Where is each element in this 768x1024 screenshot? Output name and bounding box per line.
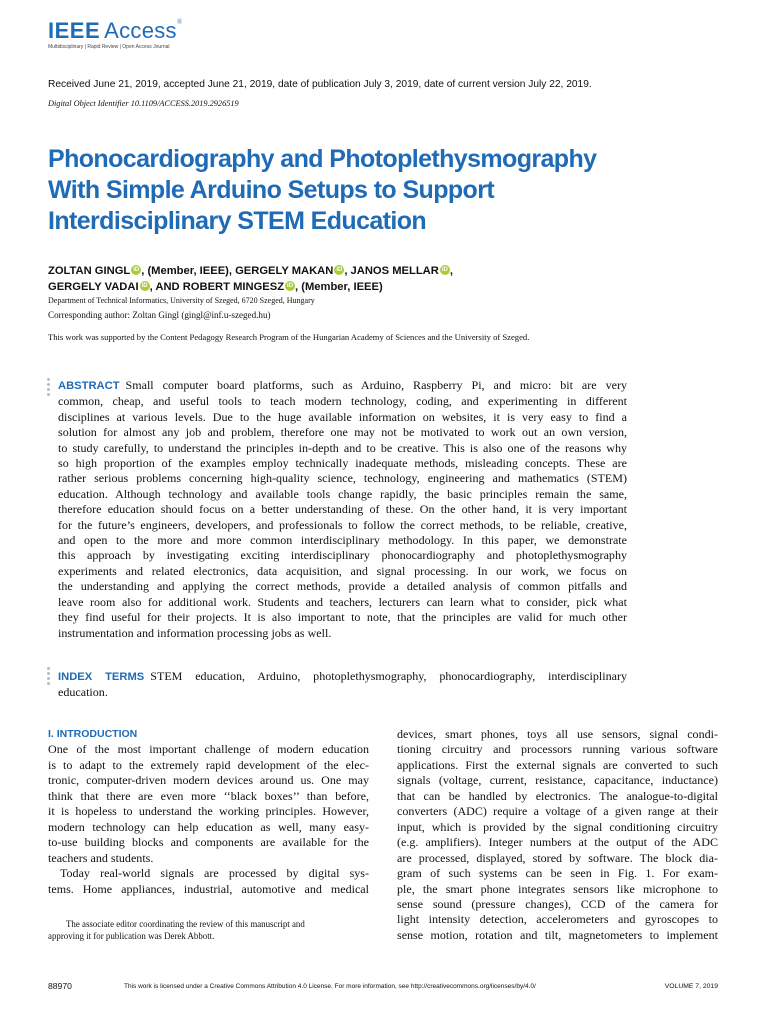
body-line: think that there are even more ‘‘black boxes’’ than before, (48, 788, 369, 803)
index-terms-line: INDEX TERMS STEM education, Arduino, photoplethysmography, phonocardiography, interdisciplinary (58, 669, 627, 683)
abstract-line: rather serious problems concerning high-quality science, technology, engineering and mathematics (STEM) (58, 471, 627, 486)
logo-access: Access (104, 18, 177, 43)
author-affix: , (344, 265, 351, 277)
abstract-line: experiments and related electronics, data acquisition, and signal processing. In our work, we focus on (58, 563, 627, 578)
abstract-line: to study carefully, to understand the principles in-depth and to be creative. This is also one of the reasons why (58, 440, 627, 455)
abstract-line: they find useful for their projects. It is also important to note, that the principles are valid for much other (58, 610, 627, 625)
received-dates: Received June 21, 2019, accepted June 21, 2019, date of publication July 3, 2019, date of current version July 22, 2019. (48, 79, 592, 90)
license-note: This work is licensed under a Creative Commons Attribution 4.0 License. For more information, see http://creativecommons.org/licenses/by/4.0/ (124, 983, 536, 990)
body-line: tronic, computer-driven modern devices around us. One may (48, 773, 369, 788)
body-line: modern technology can help education as well, many easy- (48, 819, 369, 834)
abstract-line: for the future’s engineers, developers, and professionals to follow the correct methods, to be reliable, creative, (58, 517, 627, 532)
body-line: tioning circuitry and processors running various software (397, 742, 718, 757)
abstract-line: ABSTRACT Small computer board platforms, such as Arduino, Raspberry Pi, and micro: bit are very (58, 378, 627, 392)
editor-footnote (48, 919, 369, 942)
orcid-icon[interactable]: iD (133, 267, 140, 273)
author-name: JANOS MELLAR (350, 265, 439, 277)
author-affix: , (Member, IEEE), (141, 265, 236, 277)
body-line: it is hopeless to understand the working principles. However, (48, 804, 369, 819)
body-line: tems. Home appliances, industrial, automotive and medical (48, 881, 369, 896)
body-line: are processed, displayed, stored by software. The block dia- (397, 850, 718, 865)
index-terms-line: education. (58, 685, 108, 700)
index-terms-marker-icon (47, 667, 51, 687)
volume-label: VOLUME 7, 2019 (664, 983, 718, 990)
body-line: ple, the smart phone integrates sensors like microphone to (397, 881, 718, 896)
body-line: applications. First the external signals are converted to such (397, 757, 718, 772)
logo-ieee: IEEE (48, 18, 101, 43)
abstract-line: and open to the more and more common interdisciplinary methodology. In this paper, we demonstrate (58, 533, 627, 548)
body-line: that can be handled by electronics. The analogue-to-digital (397, 788, 718, 803)
abstract-line: solution for almost any job and problem, therefore one may not be motivated to work out an own version, (58, 425, 627, 440)
author-affix: , (Member, IEEE) (295, 281, 383, 293)
intro-column-left (48, 727, 369, 897)
intro-column-right (397, 727, 718, 943)
index-terms (58, 669, 627, 701)
abstract-line: disciplines at various levels. Due to the huge available information on websites, it is very easy to find a (58, 409, 627, 424)
footnote-line: The associate editor coordinating the review of this manuscript and (66, 919, 305, 929)
abstract-line: this approach by investigating exciting interdisciplinary phonocardiography and photoplethysmography (58, 548, 627, 563)
body-line: input, which is provided by the signal conditioning circuitry (397, 819, 718, 834)
author-line-1 (48, 265, 453, 277)
section-heading-introduction: I. INTRODUCTION (48, 728, 138, 740)
orcid-icon[interactable]: iD (336, 267, 343, 273)
body-line: signals (voltage, current, resistance, capacitance, inductance) (397, 773, 718, 788)
abstract-marker-icon (47, 378, 51, 398)
body-line: light intensity detection, accelerometers and gyroscopes to (397, 912, 718, 927)
abstract-line: so high proportion of the examples employ technically inadequate methods, misleading concepts. These are (58, 456, 627, 471)
abstract-line: education. Although technology and available tools change rapidly, the basic principles remain the same, (58, 486, 627, 501)
title-line: With Simple Arduino Setups to Support (48, 176, 495, 204)
body-line: One of the most important challenge of modern education (48, 742, 369, 757)
author-name: ZOLTAN GINGL (48, 265, 131, 277)
abstract-line: leave room also for additional work. Students and teachers, lecturers can learn what to consider, pick what (58, 594, 627, 609)
author-name: ROBERT MINGESZ (182, 281, 285, 293)
corresponding-author: Corresponding author: Zoltan Gingl (gingl@inf.u-szeged.hu) (48, 310, 271, 320)
body-line: devices, smart phones, toys all use sensors, signal condi- (397, 727, 718, 741)
abstract-line: the understanding and applying the correct methods, provide a detailed analysis of common pitfalls and (58, 579, 627, 594)
body-line: is to adapt to the extremely rapid development of the elec- (48, 757, 369, 772)
title-line: Interdisciplinary STEM Education (48, 207, 427, 235)
abstract-line: common, cheap, and useful tools to teach modern technology, coding, and experimenting in different (58, 394, 627, 409)
author-name: GERGELY VADAI (48, 281, 139, 293)
abstract (58, 378, 627, 641)
body-line: sense sound (pressure changes), CCD of the camera for (397, 896, 718, 911)
abstract-line: therefore education should focus on a better understanding of these. On the other hand, it is very important (58, 502, 627, 517)
author-name: GERGELY MAKAN (235, 265, 334, 277)
body-line: teachers and students. (48, 850, 154, 865)
abstract-line: instrumentation and information processing jobs as well. (58, 625, 332, 640)
author-affix: , AND (149, 281, 183, 293)
body-line: converters (ADC) require a voltage of a given range at their (397, 804, 718, 819)
orcid-icon[interactable]: iD (141, 283, 148, 289)
logo-registered-mark: ® (176, 18, 183, 26)
footnote-line: approving it for publication was Derek Abbott. (48, 930, 215, 941)
title-line: Phonocardiography and Photoplethysmography (48, 145, 597, 173)
orcid-icon[interactable]: iD (441, 267, 448, 273)
author-line-2 (48, 281, 383, 293)
body-line: to-use building blocks and components are available for the (48, 835, 369, 850)
body-line: Today real-world signals are processed by digital sys- (60, 866, 369, 881)
orcid-icon[interactable]: iD (287, 283, 294, 289)
abstract-heading: ABSTRACT (58, 380, 120, 392)
paper-title (48, 144, 728, 237)
index-terms-heading: INDEX TERMS (58, 671, 145, 683)
body-line: gram of such systems can be seen in Fig. 1. For exam- (397, 866, 718, 881)
body-line: sense motion, rotation and tilt, magnetometers to implement (397, 927, 718, 942)
body-line: (e.g. amplifiers). Integer numbers at the output of the ADC (397, 835, 718, 850)
doi: Digital Object Identifier 10.1109/ACCESS.2019.2926519 (48, 99, 239, 108)
journal-tagline: Multidisciplinary | Rapid Review | Open Access Journal (48, 44, 170, 50)
page-number: 88970 (48, 981, 72, 991)
funding-note: This work was supported by the Content Pedagogy Research Program of the Hungarian Academy of Sciences and the University of Szeged. (48, 332, 530, 342)
journal-logo (48, 18, 182, 44)
author-affix: , (449, 265, 453, 277)
affiliation: Department of Technical Informatics, University of Szeged, 6720 Szeged, Hungary (48, 296, 315, 305)
